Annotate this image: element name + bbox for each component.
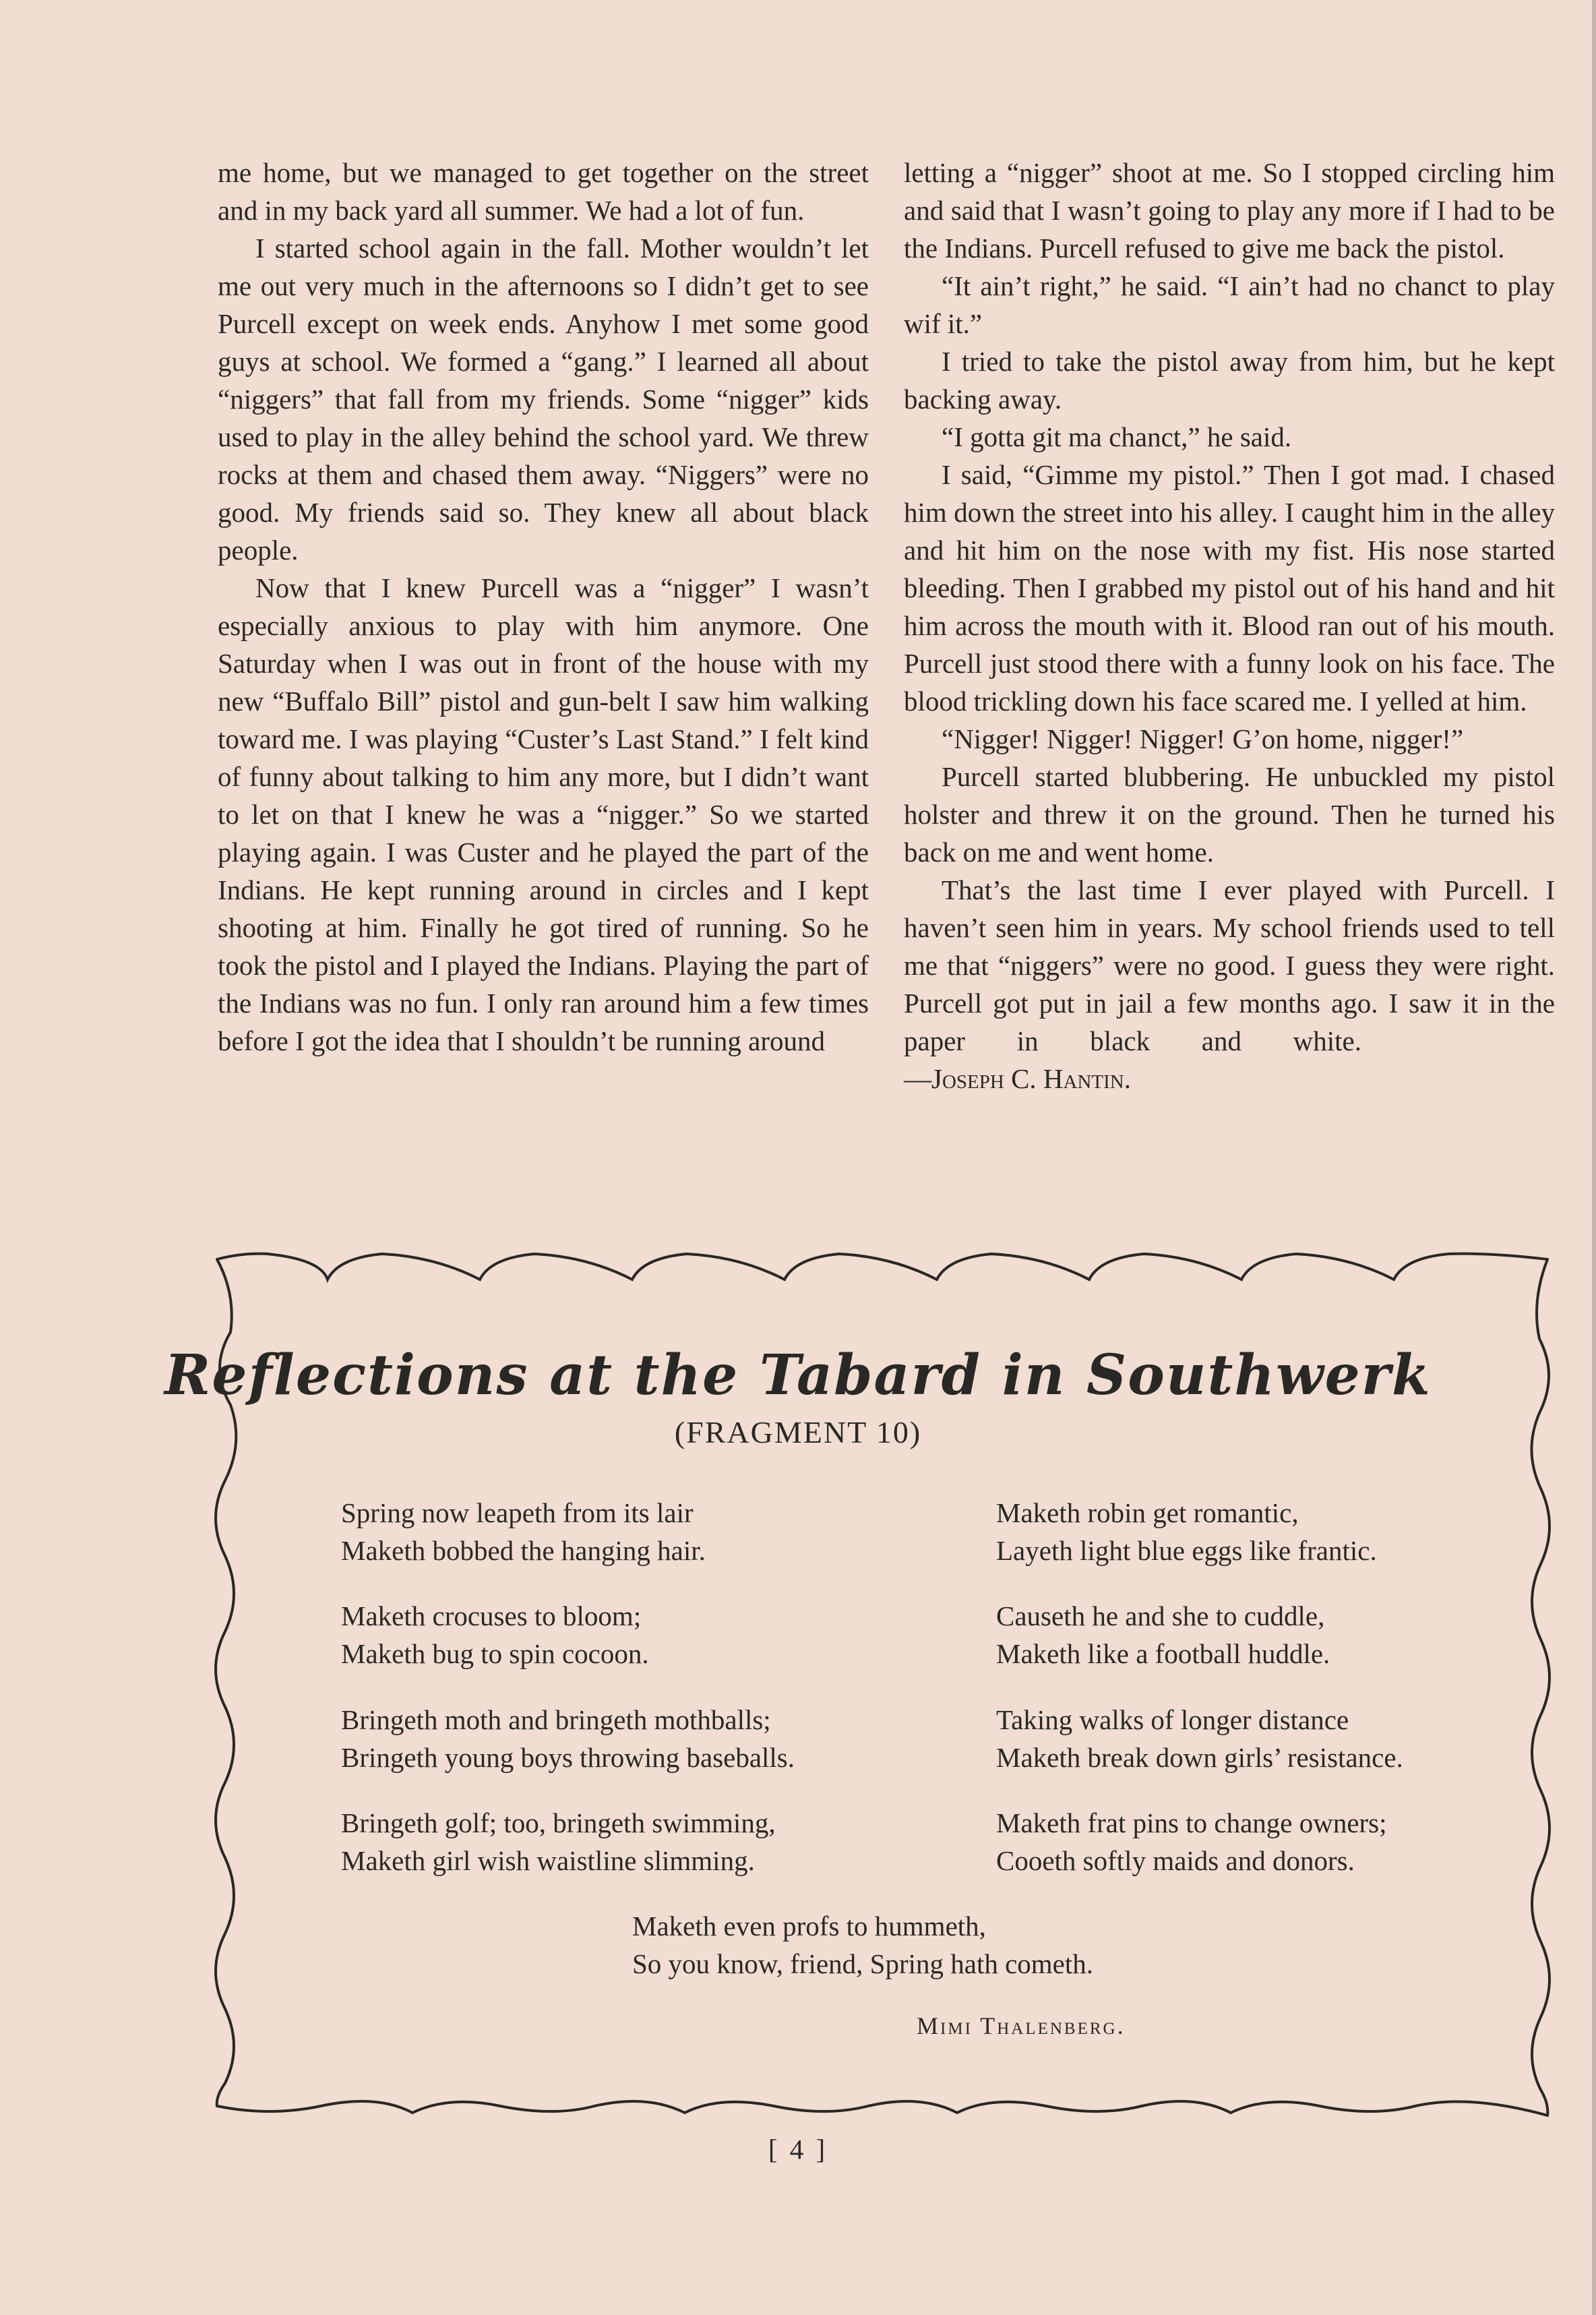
poem-stanza: [341, 1804, 776, 1880]
paragraph-text: I started school again in the fall. Mother wouldn’t let me out very much in the afternoons so I didn’t get to see Purcell except on week ends. Anyhow I met some good guys at school. We formed a “gang.” I learned all about “niggers” that fall from my friends. Some “nigger” kids used to play in the alley behind the school yard. We threw rocks at them and chased them away. “Niggers” were no good. My friends said so. They knew all about black people.: [218, 233, 869, 566]
poem-line: Layeth light blue eggs like frantic.: [996, 1535, 1377, 1566]
poem-line: Bringeth golf; too, bringeth swimming,: [341, 1807, 776, 1838]
poem-line: Maketh frat pins to change owners;: [996, 1807, 1387, 1838]
poem-frame-bottom: [217, 2101, 1547, 2115]
paragraph-text: “It ain’t right,” he said. “I ain’t had no chanct to play wif it.”: [904, 270, 1555, 339]
poem-stanza: [996, 1494, 1377, 1569]
poem-line: Maketh even profs to hummeth,: [632, 1911, 986, 1942]
poem-line: Maketh bug to spin cocoon.: [341, 1638, 649, 1669]
paragraph-text: “Nigger! Nigger! Nigger! G’on home, nigger!”: [942, 723, 1464, 754]
paragraph-text: I tried to take the pistol away from him, but he kept backing away.: [904, 346, 1555, 415]
poem-line: So you know, friend, Spring hath cometh.: [632, 1948, 1094, 1979]
paragraph-text: “I gotta git ma chanct,” he said.: [942, 421, 1292, 452]
poem-subtitle: (FRAGMENT 10): [674, 1415, 922, 1449]
poem-line: Bringeth young boys throwing baseballs.: [341, 1742, 795, 1773]
poem-line: Cooeth softly maids and donors.: [996, 1845, 1355, 1876]
poem-stanza-final: [632, 1907, 1093, 1983]
poem-line: Maketh crocuses to bloom;: [341, 1600, 642, 1631]
paragraph-text: me home, but we managed to get together on the street and in my back yard all summer. We had a lot of fun.: [218, 157, 869, 226]
poem-line: Maketh like a football huddle.: [996, 1638, 1330, 1669]
poem-line: Spring now leapeth from its lair: [341, 1497, 694, 1528]
poem-author: Mimi Thalenberg.: [917, 2012, 1126, 2039]
page-number: [ 4 ]: [768, 2134, 828, 2165]
story-author: —Joseph C. Hantin.: [904, 1063, 1131, 1094]
poem-stanza: [996, 1597, 1330, 1673]
poem-stanza: [996, 1804, 1387, 1880]
poem-line: Bringeth moth and bringeth mothballs;: [341, 1704, 771, 1735]
poem-line: Causeth he and she to cuddle,: [996, 1600, 1325, 1631]
paragraph-text: Purcell started blubbering. He unbuckled my pistol holster and threw it on the ground. Then he turned his back on me and went home.: [904, 761, 1555, 868]
poem-frame-top: [217, 1254, 1547, 1280]
poem-stanza: [341, 1701, 795, 1776]
paragraph-text: I said, “Gimme my pistol.” Then I got mad. I chased him down the street into his alley. I caught him in the alley and hit him on the nose with my fist. His nose started bleeding. Then I grabbed my pistol out of his hand and hit him across the mouth with it. Blood ran out of his mouth. Purcell just stood there with a funny look on his face. The blood trickling down his face scared me. I yelled at him.: [904, 459, 1555, 717]
poem-stanza: [341, 1494, 706, 1569]
poem-title: Reflections at the Tabard in Southwerk: [164, 1343, 1432, 1408]
poem-line: Maketh break down girls’ resistance.: [996, 1742, 1403, 1773]
poem-line: Maketh robin get romantic,: [996, 1497, 1299, 1528]
poem-stanza: [341, 1597, 649, 1673]
poem-line: Maketh bobbed the hanging hair.: [341, 1535, 706, 1566]
poem-line: Maketh girl wish waistline slimming.: [341, 1845, 755, 1876]
poem-stanza: [996, 1701, 1403, 1776]
paragraph-text: letting a “nigger” shoot at me. So I stopped circling him and said that I wasn’t going to play any more if I had to be the Indians. Purcell refused to give me back the pistol.: [904, 157, 1555, 264]
paragraph-text: That’s the last time I ever played with Purcell. I haven’t seen him in years. My school friends used to tell me that “niggers” were no good. I guess they were right. Purcell got put in jail a few months ago. I saw it in the paper in black and white.: [904, 874, 1555, 1056]
paragraph-text: Now that I knew Purcell was a “nigger” I wasn’t especially anxious to play with him anymore. One Saturday when I was out in front of the house with my new “Buffalo Bill” pistol and gun-belt I saw him walking toward me. I was playing “Custer’s Last Stand.” I felt kind of funny about talking to him any more, but I didn’t want to let on that I knew he was a “nigger.” So we started playing again. I was Custer and he played the part of the Indians. He kept running around in circles and I kept shooting at him. Finally he got tired of running. So he took the pistol and I played the Indians. Playing the part of the Indians was no fun. I only ran around him a few times before I got the idea that I shouldn’t be running around: [218, 572, 869, 1056]
poem-line: Taking walks of longer distance: [996, 1704, 1349, 1735]
